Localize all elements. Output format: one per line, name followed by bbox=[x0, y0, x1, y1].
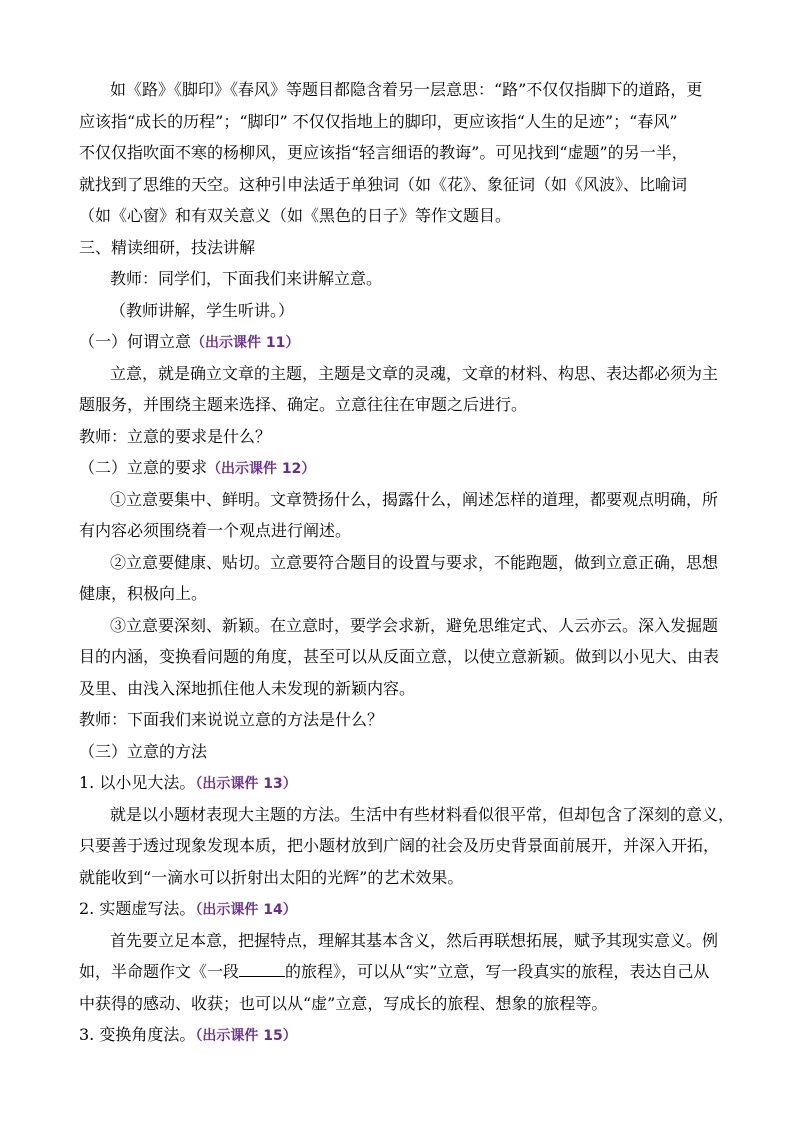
paragraph-line: 立意，就是确立文章的主题，主题是文章的灵魂，文章的材料、构思、表达都必须为主 bbox=[110, 364, 719, 383]
paragraph-line bbox=[0, 961, 794, 983]
paragraph-line: 及里、由浅入深地抓住他人未发现的新颖内容。 bbox=[79, 679, 416, 698]
paragraph-line: （如《心窗》和有双关意义（如《黑色的日子》等作文题目。 bbox=[79, 206, 512, 225]
subheading-methods: （三）立意的方法 bbox=[79, 742, 208, 761]
paragraph-line: ①立意要集中、鲜明。文章赞扬什么，揭露什么，阐述怎样的道理，都要观点明确，所 bbox=[110, 490, 719, 509]
paragraph-line: 不仅仅指吹面不寒的杨柳风，更应该指“轻言细语的教诲”。可见找到“虚题”的另一半， bbox=[79, 143, 688, 162]
stage-note: （教师讲解，学生听讲。） bbox=[110, 301, 295, 320]
subheading-what-is-theme bbox=[0, 331, 794, 353]
paragraph-line: 首先要立足本意，把握特点，理解其基本含义，然后再联想拓展，赋予其现实意义。例 bbox=[110, 931, 719, 950]
teacher-line: 教师：下面我们来说说立意的方法是什么？ bbox=[79, 710, 384, 729]
subheading-text: （二）立意的要求 bbox=[79, 458, 208, 477]
paragraph-line: 就能收到“一滴水可以折射出太阳的光辉”的艺术效果。 bbox=[79, 868, 464, 887]
teacher-line: 教师：同学们，下面我们来讲解立意。 bbox=[110, 269, 383, 288]
teacher-line: 教师：立意的要求是什么？ bbox=[79, 427, 272, 446]
paragraph-line: 只要善于透过现象发现本质，把小题材放到广阔的社会及历史背景面前展开，并深入开拓， bbox=[79, 836, 720, 855]
courseware-reference: （出示课件 13） bbox=[195, 776, 297, 792]
method-title: 2. 实题虚写法。 bbox=[79, 899, 196, 918]
section-heading: 三、精读细研，技法讲解 bbox=[79, 238, 256, 257]
text-segment: 的旅程》，可以从“实”立意，写一段真实的旅程，表达自己从 bbox=[285, 962, 710, 981]
method-title: 1. 以小见大法。 bbox=[79, 773, 196, 792]
subheading-text: （一）何谓立意 bbox=[79, 332, 192, 351]
paragraph-line: 就是以小题材表现大主题的方法。生活中有些材料看似很平常，但却包含了深刻的意义， bbox=[110, 805, 735, 824]
paragraph-line: 应该指“成长的历程”；“脚印” 不仅仅指地上的脚印，更应该指“人生的足迹”；“春风” bbox=[79, 112, 678, 131]
method-heading-3 bbox=[0, 1024, 794, 1046]
courseware-reference: （出示课件 12） bbox=[207, 461, 316, 477]
paragraph-line: 目的内涵，变换看问题的角度，甚至可以从反面立意，以使立意新颖。做到以小见大、由表 bbox=[79, 647, 720, 666]
paragraph-line: 健康，积极向上。 bbox=[79, 584, 208, 603]
paragraph-line: ③立意要深刻、新颖。在立意时，要学会求新，避免思维定式、人云亦云。深入发掘题 bbox=[110, 616, 719, 635]
method-heading-2 bbox=[0, 898, 794, 920]
paragraph-line: 有内容必须围绕着一个观点进行阐述。 bbox=[79, 521, 352, 540]
fill-in-blank bbox=[239, 962, 285, 977]
paragraph-line: 就找到了思维的天空。这种引申法适于单独词（如《花》、象征词（如《风波》、比喻词 bbox=[79, 175, 688, 194]
paragraph-line: 中获得的感动、收获；也可以从“虚”立意，写成长的旅程、想象的旅程等。 bbox=[79, 994, 608, 1013]
courseware-reference: （出示课件 15） bbox=[195, 1028, 297, 1044]
paragraph-line: ②立意要健康、贴切。立意要符合题目的设置与要求，不能跑题，做到立意正确，思想 bbox=[110, 553, 719, 572]
subheading-requirements bbox=[0, 457, 794, 479]
paragraph-line: 题服务，并围绕主题来选择、确定。立意往往在审题之后进行。 bbox=[79, 395, 528, 414]
paragraph-line: 如《路》《脚印》《春风》等题目都隐含着另一层意思：“路”不仅仅指脚下的道路，更 bbox=[110, 80, 703, 99]
method-title: 3. 变换角度法。 bbox=[79, 1025, 196, 1044]
text-segment: 如，半命题作文《一段 bbox=[79, 962, 240, 981]
method-heading-1 bbox=[0, 772, 794, 794]
courseware-reference: （出示课件 11） bbox=[191, 335, 300, 351]
courseware-reference: （出示课件 14） bbox=[195, 902, 297, 918]
